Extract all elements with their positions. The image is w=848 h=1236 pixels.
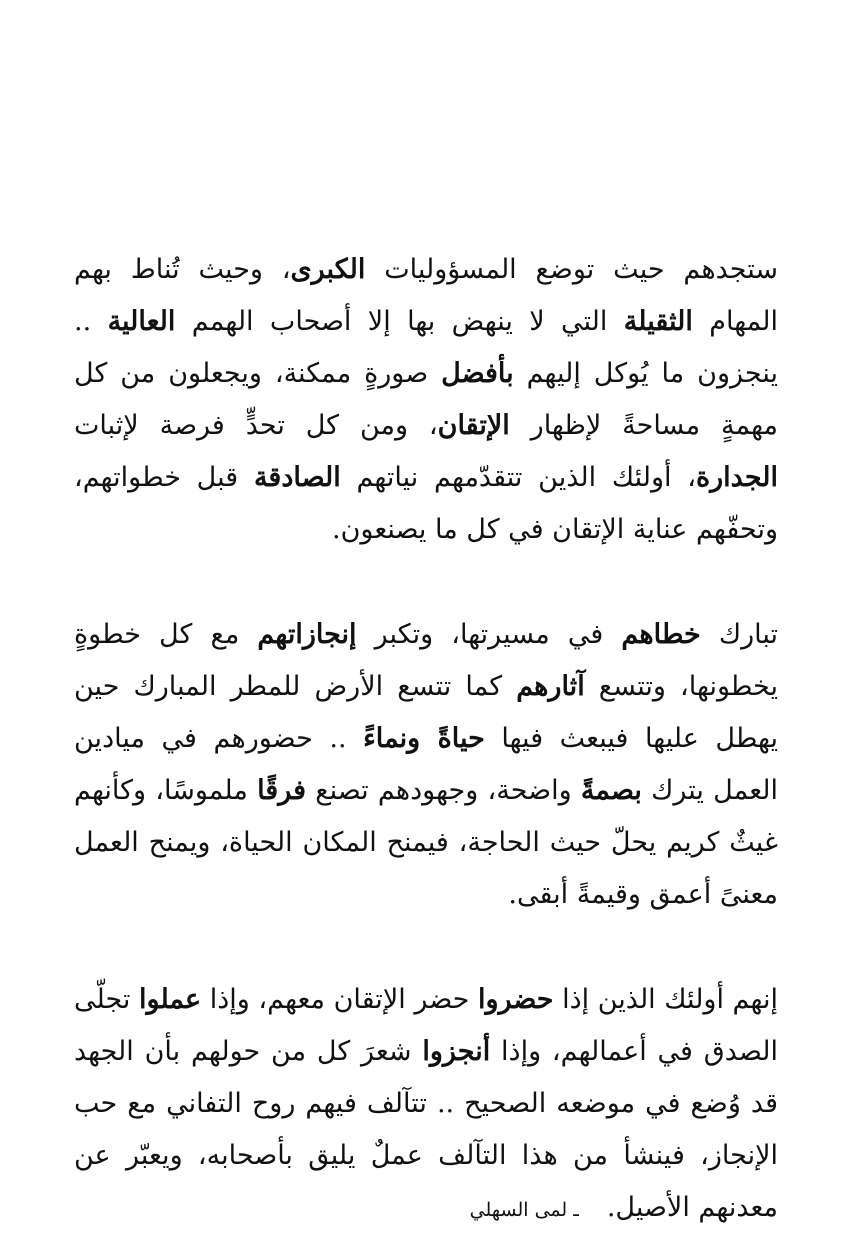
text-run: .. حضورهم في ميادين العمل يترك: [74, 723, 778, 806]
emphasized-word: الثقيلة: [623, 306, 693, 337]
document-page: [74, 244, 778, 1236]
author-signature: ـ لمى السهلي: [469, 1199, 579, 1221]
text-run: إنهم أولئك الذين إذا: [553, 984, 778, 1015]
text-run: حضر الإتقان معهم، وإذا: [201, 984, 478, 1015]
emphasized-word: حياةً ونماءً: [363, 723, 485, 754]
text-run: كما تتسع الأرض للمطر المبارك حين يهطل عليها فيبعث فيها: [74, 671, 778, 754]
text-run: شعرَ كل من حولهم بأن الجهد قد وُضع في موضعه الصحيح .. تتآلف فيهم روح التفاني مع حب الإنجاز، فينشأ من هذا التآلف عملٌ يليق بأصحابه، ويعبّر عن معدنهم الأصيل.: [74, 1036, 778, 1223]
emphasized-word: آثارهم: [516, 671, 585, 702]
text-run: ، ومن كل تحدٍّ فرصة لإثبات: [74, 410, 438, 441]
emphasized-word: الجدارة: [696, 462, 779, 493]
text-run: ملموسًا، وكأنهم غيثٌ كريم يحلّ حيث الحاجة، فيمنح المكان الحياة، ويمنح العمل معنىً أعمق وقيمةً أبقى.: [74, 775, 778, 910]
emphasized-word: الصادقة: [253, 462, 341, 493]
emphasized-word: الكبرى: [290, 254, 366, 285]
emphasized-word: العالية: [107, 306, 176, 337]
paragraph-2: [74, 609, 778, 921]
emphasized-word: فرقًا: [257, 775, 306, 806]
text-run: قبل خطواتهم، وتحفّهم عناية الإتقان في كل ما يصنعون.: [74, 462, 778, 545]
emphasized-word: الإتقان: [437, 410, 510, 441]
text-run: .. ينجزون ما يُوكل إليهم: [74, 306, 778, 389]
text-run: تجلّى الصدق في أعمالهم، وإذا: [74, 984, 779, 1067]
emphasized-word: بصمةً: [580, 775, 642, 806]
text-run: تبارك: [700, 619, 778, 650]
text-run: مع كل خطوةٍ يخطونها، وتتسع: [74, 619, 778, 702]
paragraph-1: [74, 244, 778, 556]
emphasized-word: بأفضل: [441, 358, 514, 389]
emphasized-word: خطاهم: [621, 619, 701, 650]
text-run: ستجدهم حيث توضع المسؤوليات: [365, 254, 778, 285]
emphasized-word: إنجازاتهم: [257, 619, 357, 650]
emphasized-word: أنجزوا: [422, 1036, 491, 1067]
text-run: التي لا ينهض بها إلا أصحاب الهمم: [175, 306, 624, 337]
emphasized-word: حضروا: [477, 984, 554, 1015]
emphasized-word: عملوا: [139, 984, 202, 1015]
text-run: ، وحيث تُناط بهم المهام: [74, 254, 779, 337]
text-run: صورةٍ ممكنة، ويجعلون من كل مهمةٍ مساحةً لإظهار: [74, 358, 779, 441]
text-run: واضحة، وجهودهم تصنع: [306, 775, 581, 806]
text-run: في مسيرتها، وتكبر: [356, 619, 622, 650]
paragraph-3: [74, 974, 778, 1236]
text-run: ، أولئك الذين تتقدّمهم نياتهم: [340, 462, 696, 493]
